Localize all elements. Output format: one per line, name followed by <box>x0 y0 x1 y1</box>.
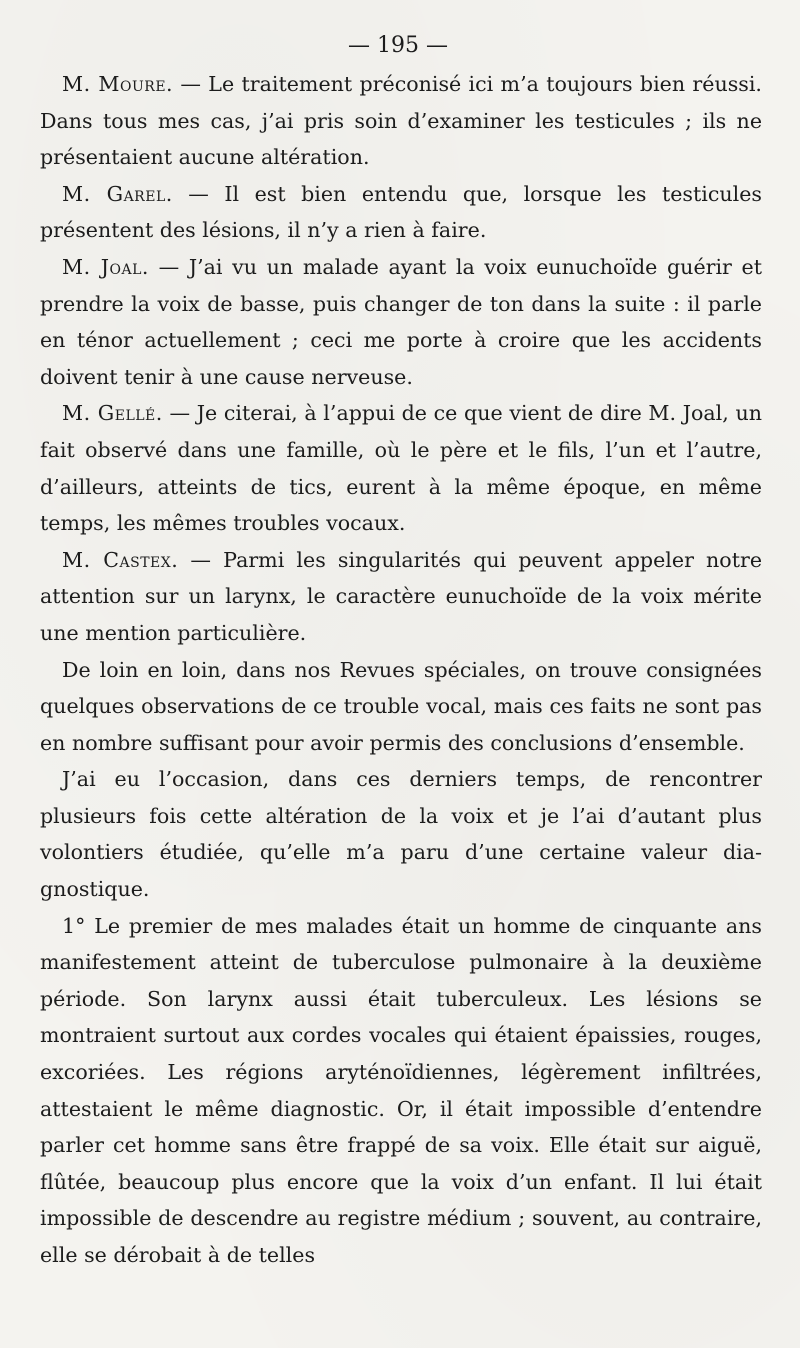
paragraph-gelle <box>40 395 762 541</box>
speaker-name: M. Moure. <box>62 72 174 96</box>
paragraph-text: — Il est bien entendu que, lorsque les testicules présentent des lésions, il n’y a rien à faire. <box>40 181 762 243</box>
paragraph-moure <box>40 66 762 176</box>
paragraph-text: J’ai eu l’occasion, dans ces derniers temps, de rencontrer plusieurs fois cette altération de la voix et je l’ai d’autant plus volontiers étudiée, qu’elle m’a paru d’une certaine valeur diagnostique. <box>40 767 762 902</box>
speaker-name: M. Castex. <box>62 547 179 572</box>
page-number: — 195 — <box>348 33 448 58</box>
paragraph-text: — Le traitement préconisé ici m’a toujours bien réussi. Dans tous mes cas, j’ai pris soin d’examiner les testicules ; ils ne présentaient aucune altération. <box>40 72 762 170</box>
paragraph-text: — Je citerai, à l’appui de ce que vient de dire M. Joal, un fait observé dans une famille, où le père et le fils, l’un et l’autre, d’ailleurs, atteints de tics, eurent à la même époque, en même temps, les mêmes troubles vocaux. <box>40 401 762 536</box>
paragraph-castex <box>40 542 762 652</box>
paragraph-text: — Parmi les singularités qui peuvent appeler notre attention sur un larynx, le caractère eunuchoïde de la voix mérite une mention particulière. <box>40 547 763 645</box>
paragraph-text: 1° Le premier de mes malades était un homme de cinquante ans manifestement atteint de tuberculose pulmonaire à la deuxième période. Son larynx aussi était tuberculeux. Les lésions se montraient surtout aux cordes vocales qui étaient épaissies, rouges, excoriées. Les régions aryténoïdiennes, légèrement infiltrées, attestaient le même diagnostic. Or, il était impossible d’entendre parler cet homme sans être frappé de sa voix. Elle était sur aiguë, flûtée, beaucoup plus encore que la voix d’un enfant. Il lui était impossible de descendre au registre médium ; souvent, au contraire, elle se dérobait à de telles <box>40 913 762 1267</box>
speaker-name: M. Joal. <box>62 254 149 279</box>
paragraph-text: — J’ai vu un malade ayant la voix eunuchoïde guérir et prendre la voix de basse, puis changer de ton dans la suite : il parle en ténor actuellement ; ceci me porte à croire que les accidents doivent tenir à une cause nerveuse. <box>40 254 763 389</box>
paragraph-garel <box>40 176 762 249</box>
paragraph-joal <box>40 249 762 395</box>
paragraph-occasion <box>40 761 762 907</box>
paragraph-text: De loin en loin, dans nos Revues spéciales, on trouve consignées quelques observations de ce trouble vocal, mais ces faits ne sont pas en nombre suffisant pour avoir permis des conclusions d’ensemble. <box>40 657 762 755</box>
speaker-name: M. Gellé. <box>62 401 163 426</box>
speaker-name: M. Garel. <box>62 181 173 206</box>
paragraph-revues <box>40 652 762 762</box>
paragraph-case-1 <box>40 908 762 1274</box>
